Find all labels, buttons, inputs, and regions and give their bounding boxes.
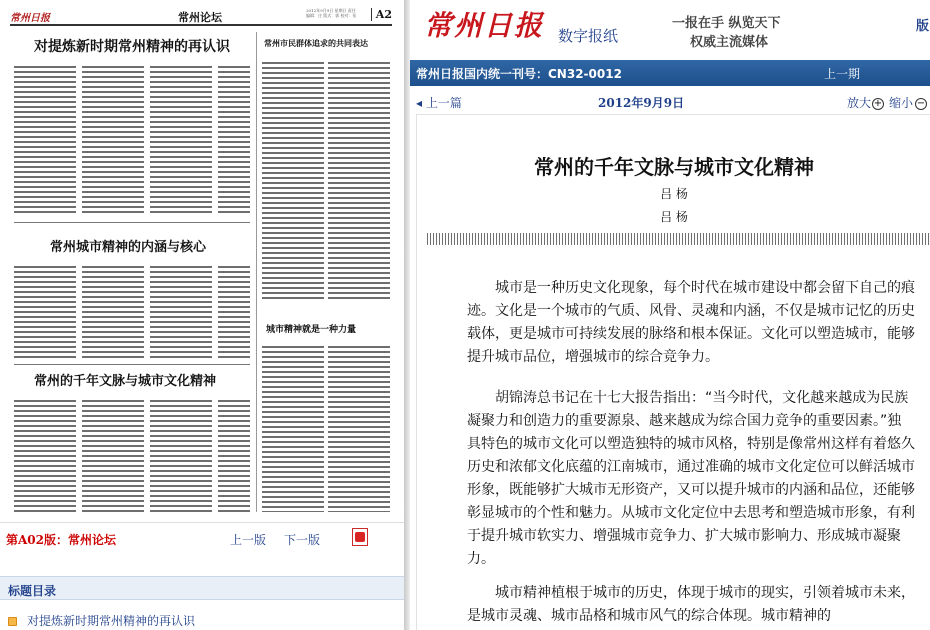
zoom-out-link[interactable]: 缩小 xyxy=(889,96,914,110)
index-header-label: 标题目录 xyxy=(8,584,57,598)
text-column xyxy=(218,266,250,358)
article-title: 常州的千年文脉与城市文化精神 xyxy=(534,155,814,179)
text-column xyxy=(150,400,212,512)
text-column xyxy=(218,400,250,512)
paper-headline[interactable]: 常州市民群体追求的共同表达 xyxy=(264,38,368,48)
zoom-in-link[interactable]: 放大 xyxy=(847,96,872,110)
paper-headline[interactable]: 城市精神就是一种力量 xyxy=(266,325,357,335)
page-meta: 2012年9月9日 星期日 责任编辑：庄 版式：郭 校对：张 xyxy=(306,8,357,18)
slogan-line-2: 权威主流媒体 xyxy=(690,35,769,50)
text-column xyxy=(150,266,212,358)
article-content xyxy=(416,114,930,630)
site-header xyxy=(410,0,930,60)
paper-headline[interactable]: 常州城市精神的内涵与核心 xyxy=(50,240,207,255)
page-number: A2 xyxy=(371,8,392,21)
article-paragraph: 城市是一种历史文化现象，每个时代在城市建设中都会留下自己的痕迹。文化是一个城市的气质、风骨、灵魂和内涵，不仅是城市记忆的历史载体，更是城市可持续发展的脉络和根本保证。文化可以塑造城市，能够提升城市品位，增强城市的综合竞争力。 xyxy=(467,280,915,365)
page-navigation-bar xyxy=(0,522,404,556)
slogan-line-1: 一报在手 纵览天下 xyxy=(672,16,781,31)
text-column xyxy=(150,66,212,216)
paper-headline[interactable]: 常州的千年文脉与城市文化精神 xyxy=(34,374,217,389)
index-item[interactable] xyxy=(8,612,195,629)
zoom-in-icon[interactable]: + xyxy=(873,98,883,109)
paper-logo: 常州日报 xyxy=(10,13,50,24)
issue-date: 2012年9月9日 xyxy=(598,96,685,110)
text-column xyxy=(218,66,250,216)
text-column xyxy=(262,62,324,302)
text-column xyxy=(14,400,76,512)
article-panel xyxy=(410,0,930,630)
text-column xyxy=(14,66,76,216)
bullet-icon xyxy=(8,617,17,626)
section-divider xyxy=(14,222,250,223)
pdf-icon[interactable] xyxy=(352,528,368,546)
hatched-divider xyxy=(427,233,930,245)
article-author: 吕 杨 xyxy=(660,187,688,201)
text-column xyxy=(82,66,144,216)
text-column xyxy=(262,346,324,512)
page-masthead xyxy=(10,8,392,26)
edition-link[interactable]: 版 xyxy=(916,19,930,34)
newspaper-panel xyxy=(0,0,404,630)
index-header xyxy=(0,576,404,600)
prev-page-link[interactable]: 上一版 xyxy=(230,533,267,547)
section-divider xyxy=(14,364,250,365)
page-section-title: 常州论坛 xyxy=(178,11,222,24)
next-page-link[interactable]: 下一版 xyxy=(284,533,321,547)
text-column xyxy=(82,400,144,512)
issue-number: 常州日报国内统一刊号：CN32-0012 xyxy=(416,67,622,81)
current-section-label: 第A02版：常州论坛 xyxy=(6,533,117,547)
prev-article-label: 上一篇 xyxy=(425,96,462,110)
site-subtitle: 数字报纸 xyxy=(558,27,619,45)
column-divider xyxy=(256,32,257,512)
text-column xyxy=(82,266,144,358)
text-column xyxy=(328,62,390,302)
text-column xyxy=(328,346,390,512)
article-toolbar xyxy=(410,86,930,114)
zoom-out-icon[interactable]: − xyxy=(916,98,926,109)
article-paragraph: 城市精神植根于城市的历史，体现于城市的现实，引领着城市未来，是城市灵魂、城市品格和城市风气的综合体现。城市精神的 xyxy=(467,585,915,624)
article-author: 吕 杨 xyxy=(660,210,688,224)
text-column xyxy=(14,266,76,358)
paper-headline[interactable]: 对提炼新时期常州精神的再认识 xyxy=(34,39,230,55)
index-item-label: 对提炼新时期常州精神的再认识 xyxy=(27,614,196,628)
issue-info-bar xyxy=(410,60,930,86)
prev-article-link[interactable]: ◂ 上一篇 xyxy=(416,96,462,110)
site-logo[interactable]: 常州日报 xyxy=(424,9,545,42)
article-paragraph: 胡锦涛总书记在十七大报告指出：“当今时代，文化越来越成为民族凝聚力和创造力的重要源泉、越来越成为综合国力竞争的重要因素。”独具特色的城市文化可以塑造独特的城市风格，特别是像常州这样有着悠久历史和浓郁文化底蕴的江南城市，通过准确的城市文化定位可以鲜活城市形象，既能够扩大城市无形资产，又可以提升城市的内涵和品位，还能够彰显城市的个性和魅力。从城市文化定位中去思考和塑造城市形象，有利于提升城市软实力、增强城市竞争力、扩大城市影响力、形成城市凝聚力。 xyxy=(467,390,915,567)
prev-issue-link[interactable]: 上一期 xyxy=(824,67,861,81)
title-index-panel xyxy=(0,560,404,630)
newspaper-page-image[interactable] xyxy=(4,4,398,520)
